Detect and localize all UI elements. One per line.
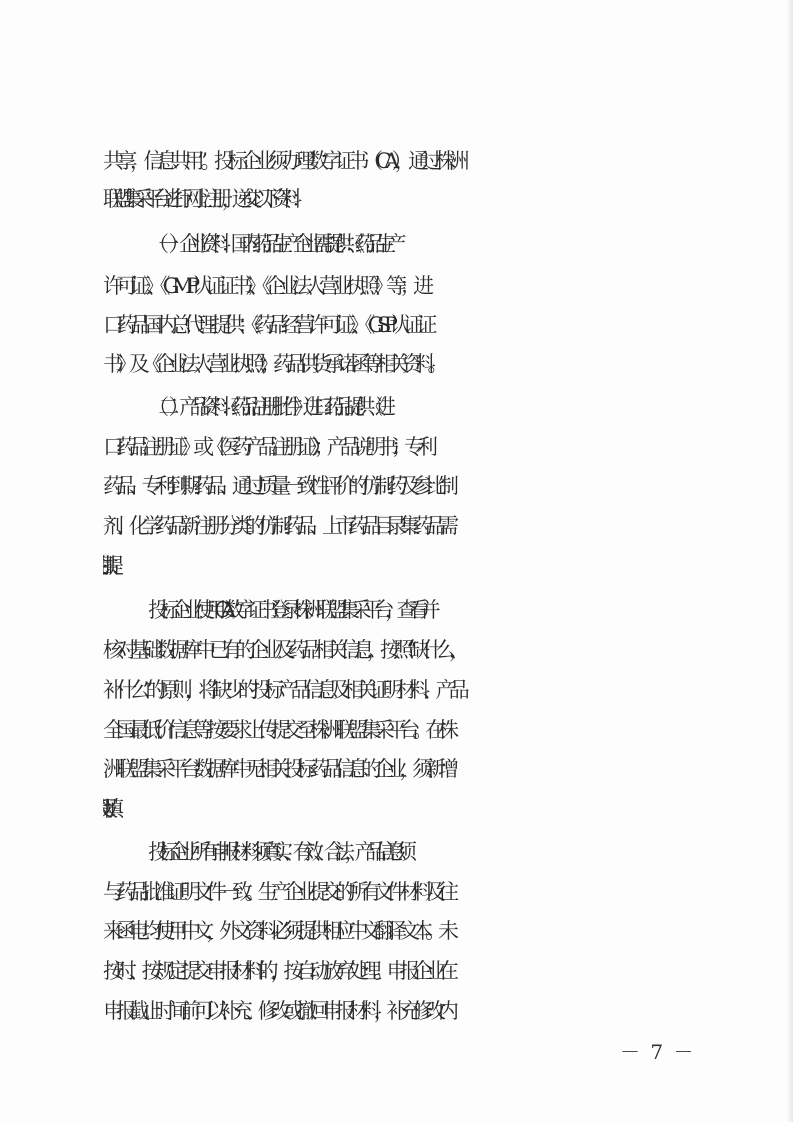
text-line: 洲联盟集采平台数据库中无相关投标药品信息的企业，须新增 [103,757,451,781]
text-line: 投标企业使用 CA 数字证书登录株洲联盟集采平台，查看并 [148,598,432,622]
text-line: 全国最低价信息等按要求上传提交至株洲联盟集采平台。在株 [103,718,451,742]
text-line: 申报截止时间前可以补充、修改或撤回申报材料，补充修改内 [103,999,451,1023]
text-line: 口药品国内总代理提供：《药品经营许可证》、《GSP 认证证 [103,313,430,337]
text-line [103,797,685,821]
text-line: 联盟集采平台进行网上注册，递交以下资料： [103,187,301,211]
text-line: （二）产品资料：《药品注册批件》（进口药品提供《进 [148,395,386,419]
text-line: 许可证》、《GMP 认证证书》、《企业法人营业执照》等；进 [103,274,427,298]
text-line: （一）企业资料：国内药品生产企业需提供：《药品生产 [148,232,396,256]
text-line: 补什么”的原则，将缺少的投标产品信息及相关证明材料、产品 [103,678,462,702]
text-line: 书》及《企业法人营业执照》；药品供货承诺函等相关资料。 [103,352,441,376]
text-line: 核对基础数据库中已有的企业及药品相关信息，按照“缺什么， [103,638,462,662]
text-line: 与药品批准证明文件一致。生产企业提交的所有文件材料及往 [103,880,451,904]
page-number: － 7 － [620,1040,696,1064]
text-line: 共享，信息共用”。投标企业须办理数字证书（CA），通过株洲 [103,149,462,173]
text-line: 按时、按规定提交申报材料的，按自动放弃处理。申报企业在 [103,959,451,983]
text-line: 药品、专利到期药品、通过质量一致性评价的仿制药及参比制 [103,474,451,498]
text-line: 剂、化学药品新注册分类的仿制药品、上市药品目录集药品需 [103,514,451,538]
text-line [103,554,685,578]
text-line: 口药品注册证》或《医药产品注册证》）；产品说明书；专利 [103,435,430,459]
text-line: 来函电均使用中文，外文资料必须提供相应中文翻译文本。未 [103,919,451,943]
page-edge [787,0,793,1122]
text-line: 投标企业所有申报材料须真实、有效、合法，产品信息须 [148,840,407,864]
